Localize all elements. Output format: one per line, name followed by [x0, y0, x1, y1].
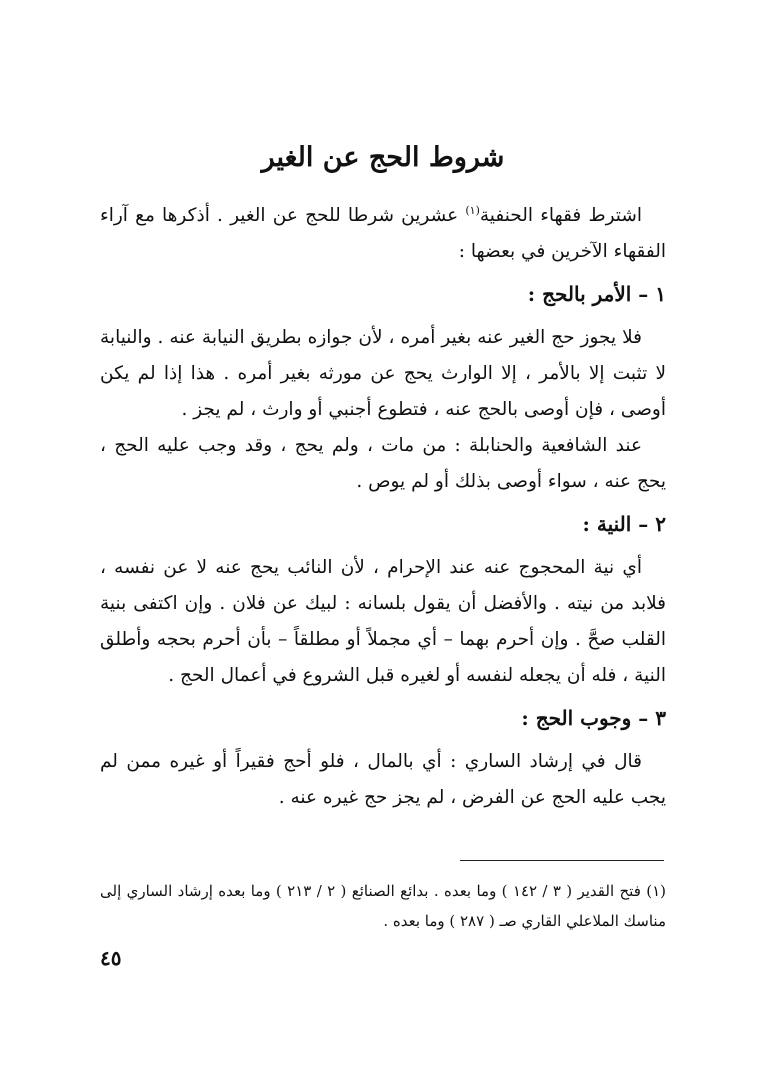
footnote-reference: (١) [465, 203, 480, 217]
section-2-paragraph-1: أي نية المحجوج عنه عند الإحرام ، لأن النائب يحج عنه لا عن نفسه ، فلابد من نيته . والأفضل أن يقول بلسانه : لبيك عن فلان . وإن اكتفى بنية القلب صحَّ . وإن أحرم بهما – أي مجملاً أو مطلقاً – بأن أحرم بحجه وأطلق النية ، فله أن يجعله لنفسه أو لغيره قبل الشروع في أعمال الحج . [100, 557, 666, 686]
page-title: شروط الحج عن الغير [261, 142, 505, 173]
footnote: (١) فتح القدير ( ٣ / ١٤٢ ) وما بعده . بدائع الصنائع ( ٢ / ٢١٣ ) وما بعده إرشاد الساري إلى مناسك الملاعلي القاري صـ ( ٢٨٧ ) وما بعده . [100, 882, 667, 930]
section-heading-2: ٢ – النية : [582, 512, 666, 536]
footnote-divider [460, 860, 664, 861]
section-heading-1: ١ – الأمر بالحج : [527, 282, 666, 306]
page-number: ٤٥ [100, 946, 122, 970]
section-1-paragraph-2: عند الشافعية والحنابلة : من مات ، ولم يحج ، وقد وجب عليه الحج ، يحج عنه ، سواء أوصى بذلك أو لم يوص . [100, 435, 666, 492]
section-heading-3: ٣ – وجوب الحج : [521, 706, 666, 730]
intro-text-start: اشترط فقهاء الحنفية [479, 205, 642, 226]
intro-text-end: عشرين شرطا للحج عن الغير . أذكرها مع آراء الفقهاء الآخرين في بعضها : [100, 205, 666, 262]
page-body [100, 138, 666, 816]
section-1-paragraph-1: فلا يجوز حج الغير عنه بغير أمره ، لأن جوازه بطريق النيابة عنه . والنيابة لا تثبت إلا بالأمر ، إلا الوارث يحج عن مورثه بغير أمره . هذا إذا لم يكن أوصى ، فإن أوصى بالحج عنه ، فتطوع أجنبي أو وارث ، لم يجز . [100, 327, 666, 420]
intro-paragraph [100, 198, 666, 270]
section-3-paragraph-1: قال في إرشاد الساري : أي بالمال ، فلو أحج فقيراً أو غيره ممن لم يجب عليه الحج عن الفرض ، لم يجز حج غيره عنه . [100, 751, 666, 808]
